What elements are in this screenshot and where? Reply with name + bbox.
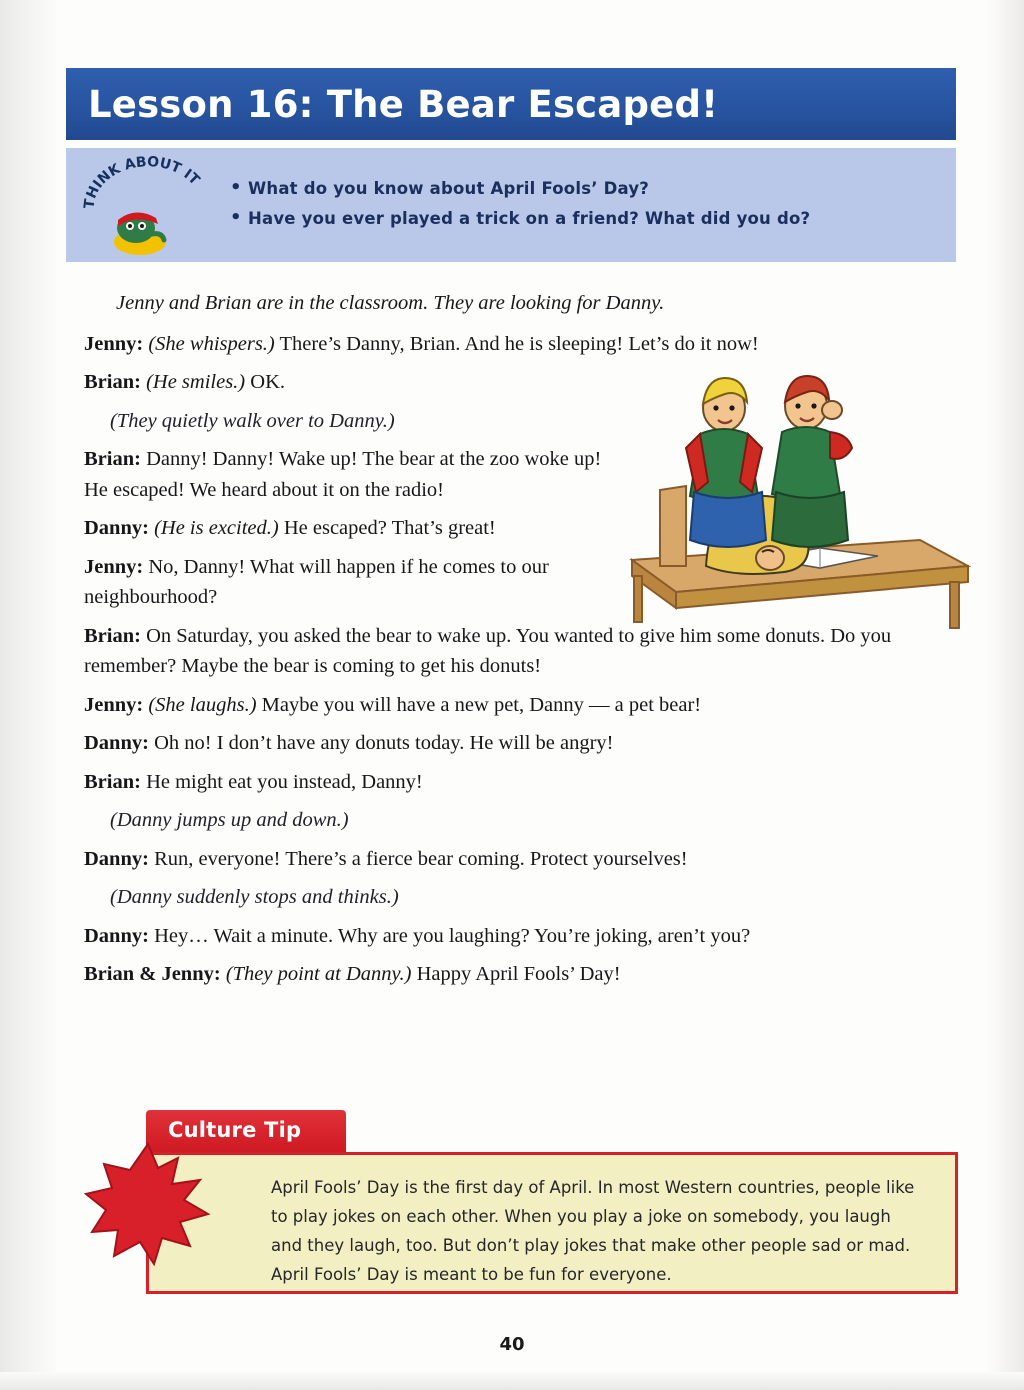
- stage-direction: Jenny and Brian are in the classroom. They are looking for Danny.: [116, 292, 665, 314]
- speaker-name: Danny:: [84, 847, 149, 870]
- dialogue-text: On Saturday, you asked the bear to wake up. You wanted to give him some donuts. Do you remember? Maybe the bear is coming to get his donuts!: [84, 624, 892, 677]
- dialogue-line: [84, 329, 984, 360]
- stage-direction-inline: (They point at Danny.): [225, 963, 412, 985]
- dialogue-text: Danny! Danny! Wake up! The bear at the zoo woke up! He escaped! We heard about it on the radio!: [84, 448, 602, 501]
- stage-direction-inline: (He smiles.): [146, 371, 246, 393]
- dialogue-line: [84, 959, 984, 990]
- dialogue-body: [84, 288, 984, 998]
- think-question: • Have you ever played a trick on a friend? What did you do?: [228, 204, 938, 234]
- thinking-character-icon: [78, 156, 218, 256]
- speaker-name: Danny:: [84, 732, 149, 754]
- stage-direction: (Danny jumps up and down.): [110, 809, 349, 831]
- stage-direction-inline: (She whispers.): [148, 332, 275, 355]
- page-edge-right: [986, 0, 1024, 1390]
- page-edge-left: [0, 0, 56, 1390]
- page-title: Lesson 16: The Bear Escaped!: [88, 82, 719, 126]
- speaker-name: Brian:: [84, 624, 141, 647]
- dialogue-line: [84, 444, 604, 505]
- dialogue-line: [84, 621, 984, 682]
- page-edge-bottom: [0, 1372, 1024, 1390]
- speaker-name: Danny:: [84, 924, 149, 947]
- think-about-it-questions: [228, 174, 938, 234]
- culture-tip-text: April Fools’ Day is the first day of April. In most Western countries, people like to play jokes on each other. When you play a joke on somebody, you laugh and they laugh, too. But don’t play jokes that make other people sad or mad. April Fools’ Day is meant to be fun for everyone.: [271, 1178, 915, 1284]
- stage-direction: (Danny suddenly stops and thinks.): [110, 886, 399, 908]
- speaker-name: Brian:: [84, 371, 141, 393]
- speaker-name: Brian & Jenny:: [84, 963, 221, 985]
- speaker-name: Jenny:: [84, 693, 144, 716]
- dialogue-line: [84, 690, 984, 721]
- speaker-name: Jenny:: [84, 555, 144, 578]
- culture-tip-label: Culture Tip: [168, 1118, 302, 1142]
- dialogue-text: Happy April Fools’ Day!: [416, 963, 621, 985]
- speaker-name: Brian:: [84, 770, 141, 793]
- dialogue-text: Hey… Wait a minute. Why are you laughing? You’re joking, aren’t you?: [154, 924, 751, 947]
- speaker-name: Danny:: [84, 517, 149, 539]
- speaker-name: Jenny:: [84, 332, 144, 355]
- dialogue-line: [84, 767, 984, 798]
- stage-direction-inline: (She laughs.): [148, 693, 257, 716]
- lesson-title-bar: [66, 68, 956, 140]
- dialogue-text: He escaped? That’s great!: [283, 517, 496, 539]
- dialogue-line: [84, 513, 604, 544]
- page-number: 40: [499, 1334, 525, 1355]
- dialogue-line: [84, 552, 604, 613]
- dialogue-text: Maybe you will have a new pet, Danny — a pet bear!: [261, 693, 702, 716]
- dialogue-line: [84, 844, 984, 875]
- dialogue-text: Run, everyone! There’s a fierce bear coming. Protect yourselves!: [154, 847, 688, 870]
- svg-text:THINK ABOUT IT: THINK ABOUT IT: [81, 156, 203, 210]
- dialogue-line: [84, 367, 984, 398]
- speaker-name: Brian:: [84, 448, 141, 470]
- think-about-it-band: [66, 148, 956, 262]
- think-question: • What do you know about April Fools’ Day?: [228, 174, 938, 204]
- maple-leaf-icon: [84, 1138, 214, 1268]
- culture-tip-box: [146, 1152, 958, 1294]
- stage-direction: (They quietly walk over to Danny.): [110, 409, 395, 432]
- think-about-it-badge: [78, 156, 218, 256]
- culture-tip-section: [84, 1110, 984, 1310]
- dialogue-text: He might eat you instead, Danny!: [146, 770, 423, 793]
- dialogue-text: No, Danny! What will happen if he comes to our neighbourhood?: [84, 555, 549, 608]
- stage-direction-inline: (He is excited.): [154, 517, 279, 539]
- dialogue-line: [84, 921, 984, 952]
- dialogue-text: There’s Danny, Brian. And he is sleeping! Let’s do it now!: [279, 332, 759, 355]
- dialogue-line: [84, 728, 984, 759]
- dialogue-text: OK.: [250, 371, 285, 393]
- dialogue-text: Oh no! I don’t have any donuts today. He will be angry!: [154, 732, 614, 754]
